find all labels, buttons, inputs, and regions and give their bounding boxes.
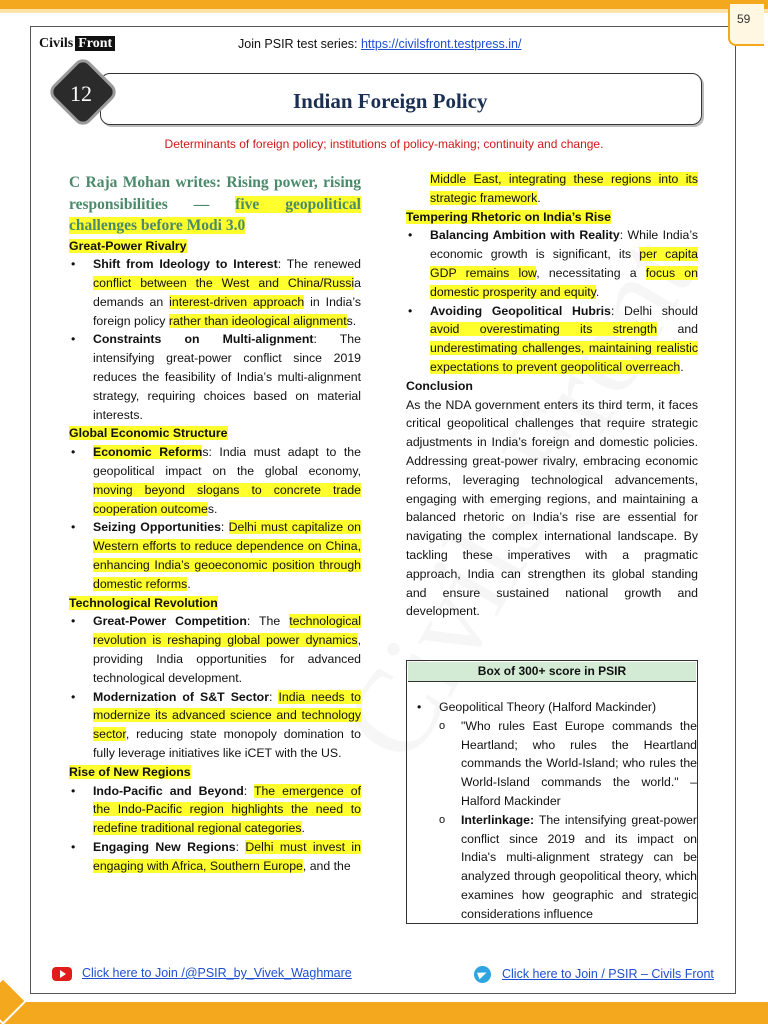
footer-telegram <box>474 966 714 983</box>
header-join-line <box>238 37 521 51</box>
right-column <box>406 170 698 621</box>
chapter-number: 12 <box>70 81 92 106</box>
list-item: • Great-Power Competition: The technological revolution is reshaping global power dynamics, providing India opportunities for advanced technological development. <box>69 612 361 687</box>
section-technological-revolution: Technological Revolution <box>69 595 218 610</box>
list-item: • Seizing Opportunities: Delhi must capitalize on Western efforts to reduce dependence on China, enhancing India’s geoeconomic position through domestic reforms. <box>69 518 361 593</box>
test-series-link[interactable]: https://civilsfront.testpress.in/ <box>360 37 522 51</box>
list-item: • Avoiding Geopolitical Hubris: Delhi should avoid overestimating its strength and underestimating challenges, maintaining realistic expectations to prevent geopolitical overreach. <box>406 302 698 377</box>
list-item: • Balancing Ambition with Reality: While India’s economic growth is significant, its per capita GDP remains low, necessitating a focus on domestic prosperity and equity. <box>406 226 698 301</box>
bottom-accent-bar <box>0 1002 768 1024</box>
section-great-power-rivalry: Great-Power Rivalry <box>69 238 187 253</box>
youtube-icon <box>52 967 72 981</box>
conclusion-heading: Conclusion <box>406 378 473 393</box>
conclusion-text: As the NDA government enters its third term, it faces critical geopolitical challenges that require strategic adjustments in India’s foreign and domestic policies. Addressing great-power rivalry, embracing economic reforms, leveraging technological advancements, engaging with emerging regions, and maintaining a balanced rhetoric on India’s rise are essential for navigating the complex international landscape. By tackling these imperatives with a pragmatic approach, India can strengthen its global standing and ensure sustained national growth and development. <box>406 397 698 619</box>
left-column <box>69 172 361 876</box>
chapter-subtitle: Determinants of foreign policy; institutions of policy-making; continuity and change. <box>164 137 604 151</box>
civils-front-logo <box>39 36 115 52</box>
telegram-icon <box>474 966 491 983</box>
telegram-join-link[interactable]: Click here to Join / PSIR – Civils Front <box>502 966 714 981</box>
list-item: • Indo-Pacific and Beyond: The emergence of the Indo-Pacific region highlights the need to redefine traditional regional categories. <box>69 782 361 838</box>
article-heading: C Raja Mohan writes: Rising power, rising responsibilities — five geopolitical challenges before Modi 3.0 <box>69 174 361 234</box>
continued-text: Middle East, integrating these regions into its strategic framework. <box>430 172 698 205</box>
box-sub-item-quote: o "Who rules East Europe commands the Heartland; who rules the Heartland commands the World-Island; who rules the World-Island commands the world." – Halford Mackinder <box>415 717 697 811</box>
logo-front: Front <box>75 36 115 51</box>
list-item: • Shift from Ideology to Interest: The renewed conflict between the West and China/Russia demands an interest-driven approach in India’s foreign policy rather than ideological alignments. <box>69 255 361 330</box>
page-number: 59 <box>737 12 751 26</box>
psir-score-box <box>406 660 698 924</box>
box-header: Box of 300+ score in PSIR <box>408 662 696 682</box>
chapter-title: Indian Foreign Policy <box>293 89 488 113</box>
section-tempering-rhetoric: Tempering Rhetoric on India’s Rise <box>406 209 611 224</box>
footer-youtube <box>52 966 352 981</box>
list-item: • Economic Reforms: India must adapt to the geopolitical impact on the global economy, moving beyond slogans to concrete trade cooperation outcomes. <box>69 443 361 518</box>
top-accent-bar-light <box>0 9 768 13</box>
box-body <box>415 698 697 924</box>
list-item: • Constraints on Multi-alignment: The intensifying great-power conflict since 2019 reduces the feasibility of India’s multi-alignment strategy, requiring choices based on material interests. <box>69 330 361 424</box>
top-accent-bar <box>0 0 768 9</box>
section-global-economic-structure: Global Economic Structure <box>69 426 228 441</box>
join-prefix: Join PSIR test series: <box>238 37 361 51</box>
list-item: • Engaging New Regions: Delhi must invest in engaging with Africa, Southern Europe, and the <box>69 838 361 876</box>
list-item: • Modernization of S&T Sector: India needs to modernize its advanced science and technology sector, reducing state monopoly domination to fully leverage initiatives like iCET with the US. <box>69 688 361 763</box>
logo-civils: Civils <box>39 36 74 51</box>
section-rise-of-new-regions: Rise of New Regions <box>69 764 191 779</box>
youtube-join-link[interactable]: Click here to Join /@PSIR_by_Vivek_Waghmare <box>82 966 352 980</box>
box-list-item: • Geopolitical Theory (Halford Mackinder) <box>415 698 697 717</box>
box-sub-item-interlinkage: o Interlinkage: The intensifying great-power conflict since 2019 and its impact on India's multi-alignment strategy can be analyzed through geopolitical theory, which examines how geographic and strategic considerations influence <box>415 811 697 924</box>
